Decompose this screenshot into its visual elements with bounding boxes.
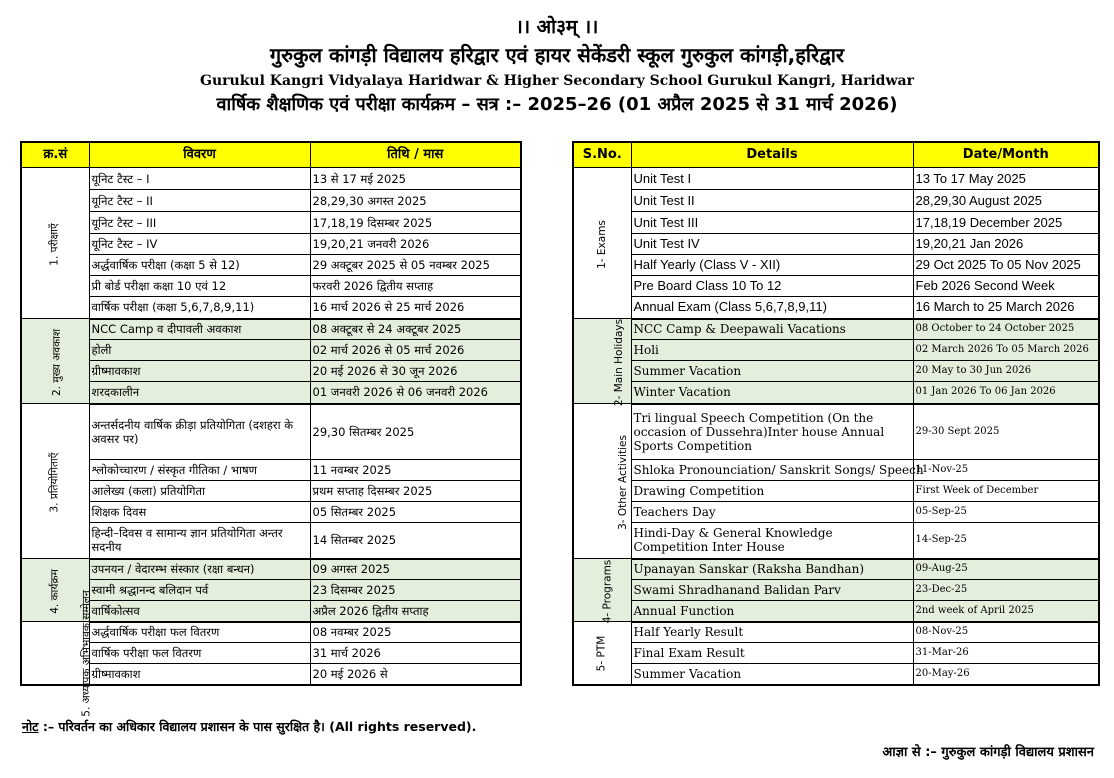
om-heading: ।। ओ३म् ।।: [515, 16, 599, 38]
table-row: [21, 404, 521, 460]
table-row: [573, 255, 1099, 276]
note-label: नोट: [22, 719, 39, 734]
table-row: [21, 664, 521, 685]
table-row: [573, 523, 1099, 559]
details-cell: उपनयन / वेदारम्भ संस्कार (रक्षा बन्धन): [89, 559, 310, 580]
category-cell: [573, 404, 631, 559]
table-row: [21, 319, 521, 340]
details-cell: Tri lingual Speech Competition (On the occasion of Dussehra)Inter house Annual Sports Competition: [631, 404, 913, 460]
category-label: 5. अध्यापक अभिभावक सम्मेलन: [80, 590, 93, 717]
details-cell: Half Yearly (Class V - XII): [631, 255, 913, 276]
details-cell: हिन्दी–दिवस व सामान्य ज्ञान प्रतियोगिता अन्तर सदनीय: [89, 523, 310, 559]
details-cell: आलेख्य (कला) प्रतियोगिता: [89, 481, 310, 502]
table-row: [21, 297, 521, 319]
footer-note: [22, 718, 476, 735]
details-cell: ग्रीष्मावकाश: [89, 664, 310, 685]
details-cell: Unit Test II: [631, 190, 913, 212]
date-cell: 11-Nov-25: [913, 460, 1099, 481]
details-cell: प्री बोर्ड परीक्षा कक्षा 10 एवं 12: [89, 276, 310, 297]
table-row: [573, 664, 1099, 685]
date-cell: 13 To 17 May 2025: [913, 168, 1099, 190]
school-name-hindi: गुरुकुल कांगड़ी विद्यालय हरिद्वार एवं हायर सेकेंडरी स्कूल गुरुकुल कांगड़ी,हरिद्वार: [269, 43, 845, 67]
table-row: [573, 580, 1099, 601]
document-header: [0, 14, 1114, 118]
details-cell: Annual Exam (Class 5,6,7,8,9,11): [631, 297, 913, 319]
english-table-header: [573, 142, 1099, 168]
table-row: [573, 622, 1099, 643]
details-cell: Winter Vacation: [631, 382, 913, 404]
details-cell: शिक्षक दिवस: [89, 502, 310, 523]
category-cell: [573, 168, 631, 319]
table-row: [21, 622, 521, 643]
header-serial: S.No.: [573, 142, 631, 168]
table-row: [573, 481, 1099, 502]
date-cell: 13 से 17 मई 2025: [310, 168, 521, 190]
hindi-table-header: [21, 142, 521, 168]
date-cell: 20 मई 2026 से 30 जून 2026: [310, 361, 521, 382]
category-label: 1. परीक्षाएँ: [48, 222, 61, 266]
details-cell: स्वामी श्रद्धानन्द बलिदान पर्व: [89, 580, 310, 601]
details-cell: Swami Shradhanand Balidan Parv: [631, 580, 913, 601]
details-cell: Annual Function: [631, 601, 913, 622]
school-name-english: Gurukul Kangri Vidyalaya Haridwar & Higher Secondary School Gurukul Kangri, Haridwar: [200, 73, 914, 89]
table-row: [21, 601, 521, 622]
table-row: [573, 212, 1099, 234]
date-cell: 29 Oct 2025 To 05 Nov 2025: [913, 255, 1099, 276]
table-row: [573, 297, 1099, 319]
header-serial: क्र.सं: [21, 142, 89, 168]
details-cell: Final Exam Result: [631, 643, 913, 664]
date-cell: 20 मई 2026 से: [310, 664, 521, 685]
table-row: [21, 340, 521, 361]
details-cell: यूनिट टैस्ट – III: [89, 212, 310, 234]
date-cell: 14-Sep-25: [913, 523, 1099, 559]
table-row: [573, 502, 1099, 523]
date-cell: 23 दिसम्बर 2025: [310, 580, 521, 601]
table-row: [573, 319, 1099, 340]
date-cell: 17,18,19 December 2025: [913, 212, 1099, 234]
date-cell: 16 March to 25 March 2026: [913, 297, 1099, 319]
category-label: 4- Programs: [601, 559, 614, 623]
date-cell: 02 मार्च 2026 से 05 मार्च 2026: [310, 340, 521, 361]
date-cell: 09 अगस्त 2025: [310, 559, 521, 580]
table-row: [21, 643, 521, 664]
category-cell: [21, 404, 89, 559]
table-row: [21, 460, 521, 481]
details-cell: Drawing Competition: [631, 481, 913, 502]
table-row: [573, 190, 1099, 212]
category-label: 3- Other Activities: [616, 434, 629, 530]
details-cell: Pre Board Class 10 To 12: [631, 276, 913, 297]
date-cell: 29,30 सितम्बर 2025: [310, 404, 521, 460]
hindi-schedule-table: [20, 141, 522, 717]
table-row: [21, 276, 521, 297]
footer-order: आज्ञा से :– गुरुकुल कांगड़ी विद्यालय प्रशासन: [882, 745, 1094, 760]
header-date: Date/Month: [913, 142, 1099, 168]
category-label: 2. मुख्य अवकाश: [51, 328, 63, 396]
category-cell: [21, 559, 89, 622]
details-cell: वार्षिक परीक्षा (कक्षा 5,6,7,8,9,11): [89, 297, 310, 319]
table-row: [21, 212, 521, 234]
date-cell: 31 मार्च 2026: [310, 643, 521, 664]
date-cell: प्रथम सप्ताह दिसम्बर 2025: [310, 481, 521, 502]
table-row: [21, 255, 521, 276]
date-cell: फरवरी 2026 द्वितीय सप्ताह: [310, 276, 521, 297]
table-row: [21, 168, 521, 190]
category-label: 1- Exams: [595, 219, 608, 269]
date-cell: 16 मार्च 2026 से 25 मार्च 2026: [310, 297, 521, 319]
table-row: [21, 481, 521, 502]
english-schedule-table: [572, 141, 1100, 686]
table-row: [573, 404, 1099, 460]
table-row: [573, 361, 1099, 382]
header-date: तिथि / मास: [310, 142, 521, 168]
details-cell: Unit Test I: [631, 168, 913, 190]
table-row: [573, 234, 1099, 255]
category-cell: [573, 559, 631, 622]
date-cell: 17,18,19 दिसम्बर 2025: [310, 212, 521, 234]
table-row: [573, 168, 1099, 190]
date-cell: 05-Sep-25: [913, 502, 1099, 523]
note-text: :– परिवर्तन का अधिकार विद्यालय प्रशासन के पास सुरक्षित है। (All rights reserved).: [38, 719, 477, 734]
table-row: [573, 559, 1099, 580]
table-row: [21, 502, 521, 523]
date-cell: 20-May-26: [913, 664, 1099, 685]
details-cell: Half Yearly Result: [631, 622, 913, 643]
table-row: [573, 382, 1099, 404]
details-cell: ग्रीष्मावकाश: [89, 361, 310, 382]
table-row: [21, 361, 521, 382]
date-cell: 01 Jan 2026 To 06 Jan 2026: [913, 382, 1099, 404]
category-cell: [573, 622, 631, 685]
date-cell: 20 May to 30 Jun 2026: [913, 361, 1099, 382]
date-cell: 11 नवम्बर 2025: [310, 460, 521, 481]
details-cell: Unit Test III: [631, 212, 913, 234]
details-cell: यूनिट टैस्ट – II: [89, 190, 310, 212]
table-row: [21, 559, 521, 580]
details-cell: यूनिट टैस्ट – I: [89, 168, 310, 190]
header-details: Details: [631, 142, 913, 168]
details-cell: यूनिट टैस्ट – IV: [89, 234, 310, 255]
table-row: [573, 460, 1099, 481]
date-cell: 05 सितम्बर 2025: [310, 502, 521, 523]
header-details: विवरण: [89, 142, 310, 168]
date-cell: First Week of December: [913, 481, 1099, 502]
table-row: [573, 601, 1099, 622]
date-cell: 19,20,21 Jan 2026: [913, 234, 1099, 255]
details-cell: अर्द्धवार्षिक परीक्षा फल वितरण: [89, 622, 310, 643]
date-cell: 09-Aug-25: [913, 559, 1099, 580]
table-row: [21, 523, 521, 559]
table-row: [573, 276, 1099, 297]
date-cell: 31-Mar-26: [913, 643, 1099, 664]
details-cell: Holi: [631, 340, 913, 361]
details-cell: NCC Camp व दीपावली अवकाश: [89, 319, 310, 340]
details-cell: Upanayan Sanskar (Raksha Bandhan): [631, 559, 913, 580]
date-cell: 08 अक्टूबर से 24 अक्टूबर 2025: [310, 319, 521, 340]
date-cell: 01 जनवरी 2026 से 06 जनवरी 2026: [310, 382, 521, 404]
date-cell: Feb 2026 Second Week: [913, 276, 1099, 297]
details-cell: अर्द्धवार्षिक परीक्षा (कक्षा 5 से 12): [89, 255, 310, 276]
details-cell: Unit Test IV: [631, 234, 913, 255]
date-cell: 19,20,21 जनवरी 2026: [310, 234, 521, 255]
date-cell: 29 अक्टूबर 2025 से 05 नवम्बर 2025: [310, 255, 521, 276]
date-cell: 14 सितम्बर 2025: [310, 523, 521, 559]
category-label: 4. कार्यक्रम: [48, 568, 61, 614]
table-row: [573, 340, 1099, 361]
table-row: [21, 190, 521, 212]
details-cell: वार्षिक परीक्षा फल वितरण: [89, 643, 310, 664]
details-cell: श्लोकोच्चारण / संस्कृत गीतिका / भाषण: [89, 460, 310, 481]
date-cell: 08 नवम्बर 2025: [310, 622, 521, 643]
category-label: 3. प्रतियोगिताएँ: [48, 452, 61, 512]
date-cell: 29-30 Sept 2025: [913, 404, 1099, 460]
details-cell: अन्तर्सदनीय वार्षिक क्रीड़ा प्रतियोगिता (दशहरा के अवसर पर): [89, 404, 310, 460]
session-title: वार्षिक शैक्षणिक एवं परीक्षा कार्यक्रम – सत्र :– 2025–26 (01 अप्रैल 2025 से 31 मार्च 2026): [216, 94, 898, 115]
category-label: 5- PTM: [595, 635, 608, 672]
details-cell: वार्षिकोत्सव: [89, 601, 310, 622]
date-cell: अप्रैल 2026 द्वितीय सप्ताह: [310, 601, 521, 622]
details-cell: Hindi-Day & General Knowledge Competition Inter House: [631, 523, 913, 559]
details-cell: होली: [89, 340, 310, 361]
date-cell: 08 October to 24 October 2025: [913, 319, 1099, 340]
details-cell: Summer Vacation: [631, 361, 913, 382]
details-cell: शरदकालीन: [89, 382, 310, 404]
table-row: [21, 234, 521, 255]
date-cell: 23-Dec-25: [913, 580, 1099, 601]
table-row: [21, 382, 521, 404]
date-cell: 2nd week of April 2025: [913, 601, 1099, 622]
category-cell: [21, 168, 89, 319]
category-cell: [573, 319, 631, 404]
details-cell: Summer Vacation: [631, 664, 913, 685]
table-row: [573, 643, 1099, 664]
category-label: 2- Main Holidays: [613, 318, 626, 406]
details-cell: NCC Camp & Deepawali Vacations: [631, 319, 913, 340]
date-cell: 02 March 2026 To 05 March 2026: [913, 340, 1099, 361]
details-cell: Shloka Pronounciation/ Sanskrit Songs/ Speech: [631, 460, 913, 481]
date-cell: 28,29,30 August 2025: [913, 190, 1099, 212]
date-cell: 28,29,30 अगस्त 2025: [310, 190, 521, 212]
date-cell: 08-Nov-25: [913, 622, 1099, 643]
table-row: [21, 580, 521, 601]
details-cell: Teachers Day: [631, 502, 913, 523]
category-cell: [21, 319, 89, 404]
